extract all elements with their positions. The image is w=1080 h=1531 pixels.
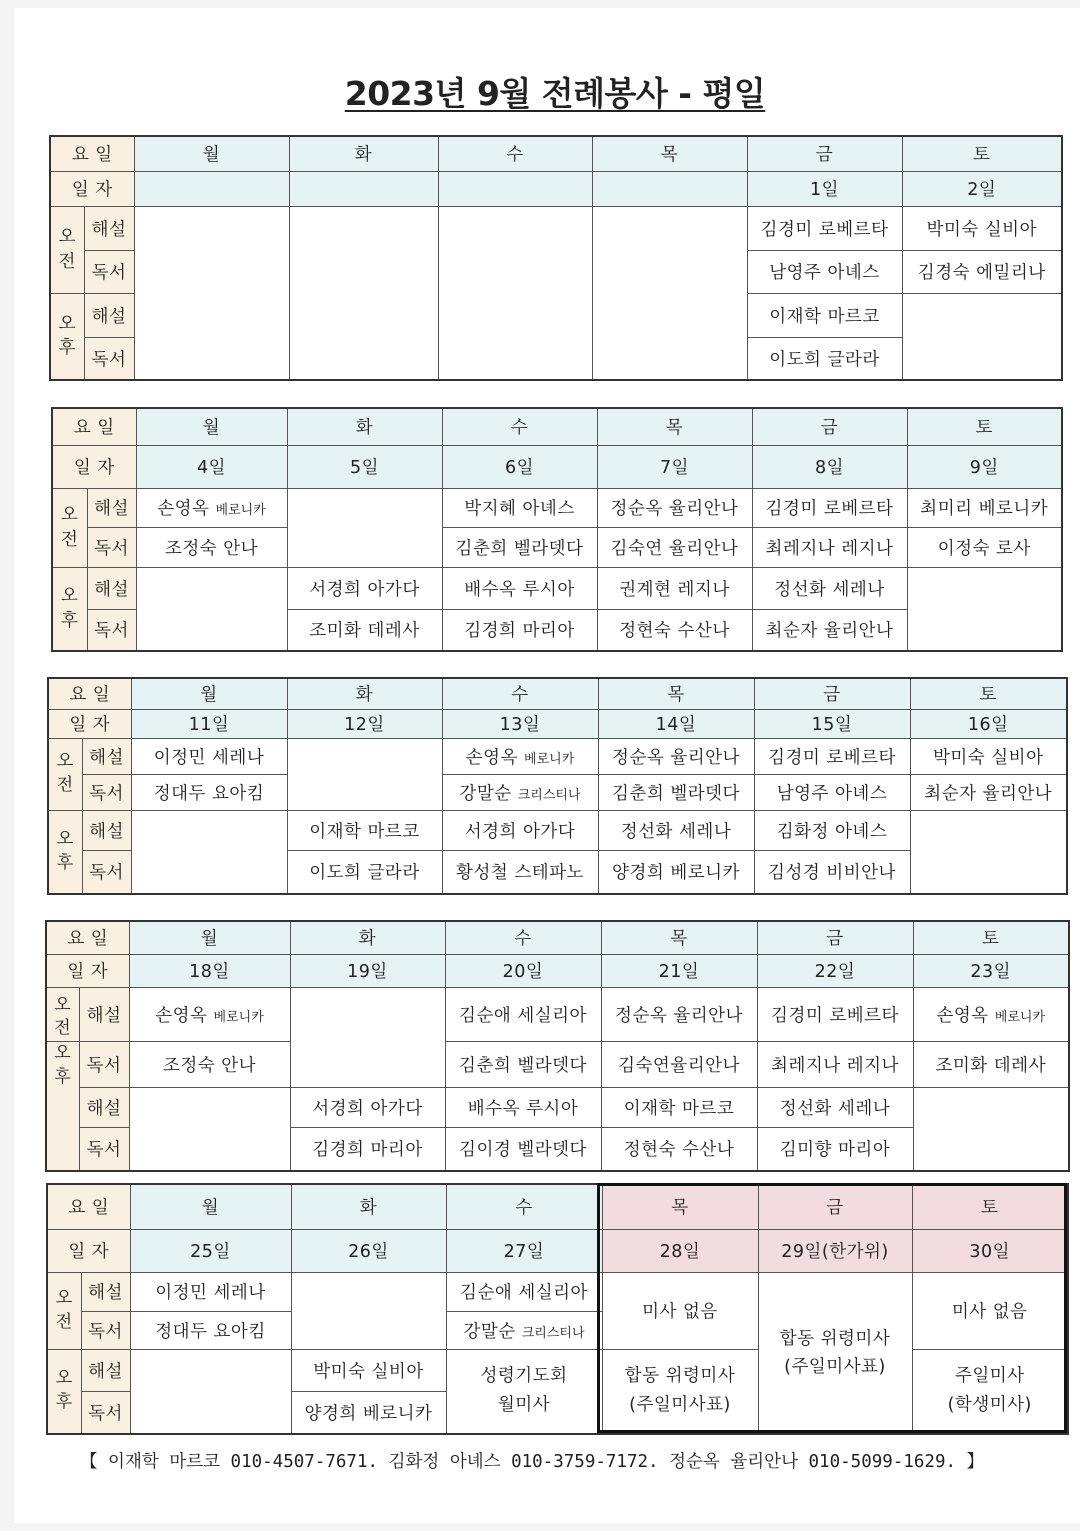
schedule-cell — [129, 1088, 290, 1171]
prayer-meeting-mass: 성령기도회 월미사 — [446, 1349, 602, 1434]
no-mass-thu-am: 미사 없음 — [602, 1272, 758, 1349]
day-sat: 토 — [907, 408, 1062, 445]
schedule-cell: 남영주 아녜스 — [754, 774, 910, 810]
schedule-cell — [910, 810, 1067, 894]
day-fri: 금 — [758, 1184, 912, 1229]
schedule-cell: 이재학 마르코 — [601, 1088, 757, 1128]
day-sat: 토 — [912, 1184, 1068, 1229]
schedule-cell: 손영옥 베로니카 — [442, 738, 598, 774]
schedule-cell: 최미리 베로니카 — [907, 488, 1062, 527]
schedule-cell: 배수옥 루시아 — [442, 567, 597, 609]
week-1-table — [49, 135, 1063, 381]
date-cell: 28일 — [602, 1229, 758, 1272]
am-label: 오전 — [52, 488, 87, 567]
dokseo-label: 독서 — [79, 1042, 129, 1088]
schedule-cell: 황성철 스테파노 — [442, 850, 598, 894]
date-cell: 15일 — [754, 709, 910, 738]
date-cell: 9일 — [907, 445, 1062, 488]
sunday-mass-sat: 주일미사 (학생미사) — [912, 1349, 1068, 1434]
schedule-cell: 김숙연 율리안나 — [597, 527, 752, 567]
schedule-cell: 김미향 마리아 — [757, 1128, 913, 1171]
schedule-cell: 정선화 세레나 — [752, 567, 907, 609]
weekday-label: 요 일 — [52, 408, 136, 445]
schedule-cell: 박미숙 실비아 — [902, 206, 1062, 250]
haeseol-label: 해설 — [84, 206, 134, 250]
day-mon: 월 — [134, 136, 289, 171]
schedule-cell: 김경미 로베르타 — [757, 987, 913, 1042]
date-cell: 5일 — [287, 445, 442, 488]
date-cell: 12일 — [287, 709, 442, 738]
date-cell — [592, 171, 747, 206]
schedule-cell: 최레지나 레지나 — [757, 1042, 913, 1088]
schedule-cell: 권계현 레지나 — [597, 567, 752, 609]
schedule-cell — [289, 206, 438, 380]
schedule-cell: 이도희 글라라 — [747, 337, 902, 380]
schedule-cell: 서경희 아가다 — [290, 1088, 445, 1128]
am-label: 오전 — [46, 987, 79, 1042]
schedule-cell — [131, 810, 287, 894]
schedule-cell: 이재학 마르코 — [747, 293, 902, 337]
date-label: 일 자 — [52, 445, 136, 488]
schedule-cell: 정선화 세레나 — [757, 1088, 913, 1128]
week-2-table — [51, 407, 1063, 652]
schedule-cell — [130, 1349, 291, 1434]
day-fri: 금 — [747, 136, 902, 171]
schedule-cell: 남영주 아녜스 — [747, 250, 902, 293]
week-4-table — [45, 920, 1070, 1172]
week-5-table — [46, 1183, 1069, 1435]
haeseol-label: 해설 — [82, 738, 131, 774]
schedule-cell: 이정숙 로사 — [907, 527, 1062, 567]
day-sat: 토 — [913, 921, 1069, 954]
schedule-cell — [902, 293, 1062, 380]
day-mon: 월 — [131, 678, 287, 709]
schedule-cell: 김성경 비비안나 — [754, 850, 910, 894]
schedule-cell: 정선화 세레나 — [598, 810, 754, 850]
date-label: 일 자 — [47, 1229, 130, 1272]
pm-label: 오후 — [47, 1349, 81, 1434]
schedule-cell: 정순옥 율리안나 — [601, 987, 757, 1042]
date-cell: 16일 — [910, 709, 1067, 738]
schedule-cell: 이정민 세레나 — [130, 1272, 291, 1311]
day-tue: 화 — [287, 678, 442, 709]
weekday-label: 요 일 — [46, 921, 129, 954]
joint-memorial-mass: 합동 위령미사 (주일미사표) — [758, 1272, 912, 1434]
date-cell — [289, 171, 438, 206]
schedule-cell: 김이경 벨라뎃다 — [445, 1128, 601, 1171]
contact-footer: 【 이재학 마르코 010-4507-7671. 김화정 아녜스 010-3759-7172. 정순옥 율리안나 010-5099-1629. 】 — [80, 1452, 985, 1472]
schedule-cell: 이재학 마르코 — [287, 810, 442, 850]
day-mon: 월 — [130, 1184, 291, 1229]
date-cell: 8일 — [752, 445, 907, 488]
schedule-cell — [287, 738, 442, 810]
schedule-cell: 김화정 아녜스 — [754, 810, 910, 850]
schedule-cell — [136, 567, 287, 651]
dokseo-label: 독서 — [84, 250, 134, 293]
date-label: 일 자 — [46, 954, 129, 987]
schedule-cell: 배수옥 루시아 — [445, 1088, 601, 1128]
date-cell: 2일 — [902, 171, 1062, 206]
haeseol-label: 해설 — [84, 293, 134, 337]
no-mass-sat-am: 미사 없음 — [912, 1272, 1068, 1349]
day-sat: 토 — [902, 136, 1062, 171]
schedule-cell: 서경희 아가다 — [442, 810, 598, 850]
schedule-cell: 김춘희 벨라뎃다 — [598, 774, 754, 810]
dokseo-label: 독서 — [84, 337, 134, 380]
weekday-label: 요 일 — [50, 136, 134, 171]
schedule-cell: 김경미 로베르타 — [754, 738, 910, 774]
day-fri: 금 — [757, 921, 913, 954]
day-tue: 화 — [287, 408, 442, 445]
schedule-cell: 이정민 세레나 — [131, 738, 287, 774]
schedule-cell: 양경희 베로니카 — [598, 850, 754, 894]
schedule-cell — [913, 1088, 1069, 1171]
date-label: 일 자 — [50, 171, 134, 206]
date-cell: 13일 — [442, 709, 598, 738]
date-cell: 27일 — [446, 1229, 602, 1272]
schedule-cell: 최레지나 레지나 — [752, 527, 907, 567]
schedule-cell: 김순애 세실리아 — [446, 1272, 602, 1311]
date-cell: 23일 — [913, 954, 1069, 987]
day-mon: 월 — [129, 921, 290, 954]
date-cell: 1일 — [747, 171, 902, 206]
schedule-cell: 정순옥 율리안나 — [598, 738, 754, 774]
day-thu: 목 — [598, 678, 754, 709]
schedule-cell: 손영옥 베로니카 — [136, 488, 287, 527]
day-thu: 목 — [592, 136, 747, 171]
dokseo-label: 독서 — [81, 1311, 130, 1349]
schedule-cell: 정대두 요아킴 — [131, 774, 287, 810]
page-title: 2023년 9월 전례봉사 - 평일 — [344, 74, 766, 113]
schedule-cell: 김경희 마리아 — [290, 1128, 445, 1171]
schedule-cell: 김춘희 벨라뎃다 — [445, 1042, 601, 1088]
joint-memorial-mass-thu: 합동 위령미사 (주일미사표) — [602, 1349, 758, 1434]
haeseol-label: 해설 — [82, 810, 131, 850]
schedule-cell: 김경숙 에밀리나 — [902, 250, 1062, 293]
date-cell: 14일 — [598, 709, 754, 738]
dokseo-label: 독서 — [81, 1391, 130, 1434]
day-wed: 수 — [442, 408, 597, 445]
schedule-cell: 조미화 데레사 — [287, 609, 442, 651]
haeseol-label: 해설 — [87, 567, 136, 609]
weekday-label: 요 일 — [48, 678, 131, 709]
day-tue: 화 — [290, 921, 445, 954]
schedule-cell: 최순자 율리안나 — [910, 774, 1067, 810]
day-wed: 수 — [446, 1184, 602, 1229]
haeseol-label: 해설 — [81, 1349, 130, 1391]
day-thu: 목 — [602, 1184, 758, 1229]
day-wed: 수 — [438, 136, 592, 171]
schedule-cell: 최순자 율리안나 — [752, 609, 907, 651]
schedule-cell: 박미숙 실비아 — [910, 738, 1067, 774]
day-sat: 토 — [910, 678, 1067, 709]
date-cell: 26일 — [291, 1229, 446, 1272]
date-label: 일 자 — [48, 709, 131, 738]
schedule-cell: 강말순 크리스티나 — [442, 774, 598, 810]
dokseo-label: 독서 — [87, 609, 136, 651]
day-tue: 화 — [291, 1184, 446, 1229]
am-label: 오전 — [50, 206, 84, 293]
schedule-cell: 정대두 요아킴 — [130, 1311, 291, 1349]
day-mon: 월 — [136, 408, 287, 445]
date-cell: 20일 — [445, 954, 601, 987]
schedule-cell: 손영옥 베로니카 — [129, 987, 290, 1042]
schedule-cell: 김경희 마리아 — [442, 609, 597, 651]
schedule-cell: 박지혜 아녜스 — [442, 488, 597, 527]
pm-label: 오후 — [50, 293, 84, 380]
schedule-cell: 김순애 세실리아 — [445, 987, 601, 1042]
weekday-label: 요 일 — [47, 1184, 130, 1229]
pm-label: 오후 — [52, 567, 87, 651]
schedule-cell — [592, 206, 747, 380]
week-3-table — [47, 677, 1068, 895]
date-cell: 22일 — [757, 954, 913, 987]
schedule-cell: 김춘희 벨라뎃다 — [442, 527, 597, 567]
haeseol-label: 해설 — [81, 1272, 130, 1311]
schedule-cell: 김숙연율리안나 — [601, 1042, 757, 1088]
date-cell: 30일 — [912, 1229, 1068, 1272]
day-wed: 수 — [442, 678, 598, 709]
day-thu: 목 — [597, 408, 752, 445]
date-cell: 21일 — [601, 954, 757, 987]
schedule-cell: 강말순 크리스티나 — [446, 1311, 602, 1349]
date-cell — [438, 171, 592, 206]
schedule-cell — [438, 206, 592, 380]
schedule-cell: 김경미 로베르타 — [752, 488, 907, 527]
date-cell: 7일 — [597, 445, 752, 488]
schedule-cell — [291, 1272, 446, 1349]
schedule-cell — [290, 987, 445, 1088]
schedule-cell: 정현숙 수산나 — [597, 609, 752, 651]
schedule-cell: 조정숙 안나 — [136, 527, 287, 567]
date-cell: 25일 — [130, 1229, 291, 1272]
schedule-cell: 박미숙 실비아 — [291, 1349, 446, 1391]
day-fri: 금 — [752, 408, 907, 445]
schedule-cell — [287, 488, 442, 567]
schedule-cell: 양경희 베로니카 — [291, 1391, 446, 1434]
date-cell: 11일 — [131, 709, 287, 738]
schedule-cell: 조미화 데레사 — [913, 1042, 1069, 1088]
date-cell: 18일 — [129, 954, 290, 987]
date-cell: 19일 — [290, 954, 445, 987]
haeseol-label: 해설 — [87, 488, 136, 527]
dokseo-label: 독서 — [82, 850, 131, 894]
pm-label: 오후 — [46, 1042, 79, 1171]
schedule-cell: 정현숙 수산나 — [601, 1128, 757, 1171]
day-fri: 금 — [754, 678, 910, 709]
schedule-cell: 김경미 로베르타 — [747, 206, 902, 250]
pm-label: 오후 — [48, 810, 82, 894]
dokseo-label: 독서 — [87, 527, 136, 567]
day-wed: 수 — [445, 921, 601, 954]
schedule-cell: 이도희 글라라 — [287, 850, 442, 894]
haeseol-label: 해설 — [79, 987, 129, 1042]
date-cell: 29일(한가위) — [758, 1229, 912, 1272]
schedule-cell: 조정숙 안나 — [129, 1042, 290, 1088]
schedule-cell: 정순옥 율리안나 — [597, 488, 752, 527]
dokseo-label: 독서 — [82, 774, 131, 810]
am-label: 오전 — [47, 1272, 81, 1349]
date-cell — [134, 171, 289, 206]
haeseol-label: 해설 — [79, 1088, 129, 1128]
day-tue: 화 — [289, 136, 438, 171]
date-cell: 6일 — [442, 445, 597, 488]
am-label: 오전 — [48, 738, 82, 810]
schedule-cell — [907, 567, 1062, 651]
dokseo-label: 독서 — [79, 1128, 129, 1171]
schedule-cell — [134, 206, 289, 380]
schedule-cell: 손영옥 베로니카 — [913, 987, 1069, 1042]
date-cell: 4일 — [136, 445, 287, 488]
day-thu: 목 — [601, 921, 757, 954]
schedule-cell: 서경희 아가다 — [287, 567, 442, 609]
